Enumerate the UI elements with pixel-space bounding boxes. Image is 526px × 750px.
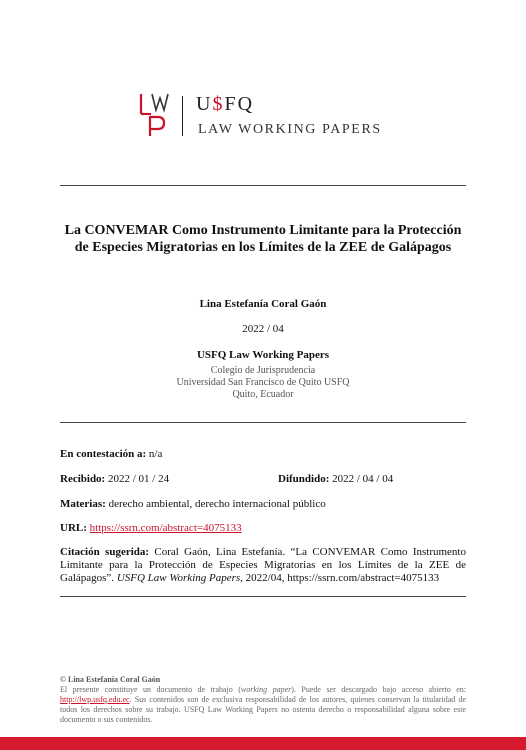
- series-name: USFQ Law Working Papers: [196, 349, 330, 361]
- accent-bar: [0, 737, 526, 750]
- suggested-citation: [60, 546, 466, 585]
- response-value: n/a: [148, 448, 163, 460]
- usfq-lwp-logo: [138, 92, 398, 142]
- response-label: En contestación a:: [60, 448, 147, 460]
- received-date: [60, 473, 169, 486]
- subjects: [60, 498, 326, 511]
- footer-text: ). Puede ser descargado bajo acceso abierto en:: [291, 685, 466, 694]
- affiliation-line: Colegio de Jurisprudencia: [210, 365, 316, 376]
- middle-rule: [60, 422, 466, 423]
- subjects-label: Materias:: [60, 498, 106, 510]
- citation-text: Coral Gaón, Lina Estefanía. “La CONVEMAR Como Instrumento Limitante para la Protección de Especies Migratorias en los Límites de la ZEE de Galápagos”.: [60, 546, 466, 584]
- paper-title: La CONVEMAR Como Instrumento Limitante para la Protección de Especies Migratorias en los Límites de la ZEE de Galápagos: [64, 223, 462, 255]
- lwp-monogram-icon: [138, 92, 172, 138]
- published-label: Difundido:: [278, 473, 330, 485]
- url-label: URL:: [60, 522, 87, 534]
- copyright-line: © Lina Estefanía Coral Gaón: [60, 675, 161, 684]
- footer-text: . Sus contenidos son de exclusiva responsabilidad de los autores, quienes conservan la titularidad de todos los derechos sobre su trabajo. USFQ Law Working Papers no ostenta derecho o responsabilidad alguna sobre este documento o sus contenidos.: [60, 695, 466, 724]
- citation-series: USFQ Law Working Papers,: [116, 572, 243, 584]
- paper-number: 2022 / 04: [242, 323, 284, 335]
- received-label: Recibido:: [60, 473, 106, 485]
- received-value: 2022 / 01 / 24: [107, 473, 170, 485]
- paper-url: [60, 522, 242, 535]
- published-date: [278, 473, 393, 486]
- author-name: Lina Estefanía Coral Gaón: [199, 298, 327, 310]
- ssrn-link[interactable]: https://ssrn.com/abstract=4075133: [89, 522, 242, 534]
- logo-series-name: LAW WORKING PAPERS: [198, 122, 382, 137]
- subjects-value: derecho ambiental, derecho internacional público: [108, 498, 326, 510]
- bottom-rule: [60, 596, 466, 597]
- affiliation-line: Quito, Ecuador: [232, 389, 294, 400]
- usfq-wordmark: U$FQ: [196, 93, 255, 115]
- affiliation-line: Universidad San Francisco de Quito USFQ: [176, 377, 350, 388]
- lwp-site-link[interactable]: http://lwp.usfq.edu.ec: [60, 695, 130, 704]
- citation-label: Citación sugerida:: [60, 546, 150, 558]
- copyright-notice: [60, 675, 466, 725]
- top-rule: [60, 185, 466, 186]
- citation-end: 2022/04, https://ssrn.com/abstract=4075133: [245, 572, 440, 584]
- footer-text: El presente constituye un documento de trabajo (: [60, 685, 241, 694]
- response-to: [60, 448, 162, 461]
- logo-separator: [182, 96, 183, 136]
- published-value: 2022 / 04 / 04: [332, 473, 394, 485]
- footer-italic: working paper: [240, 685, 292, 694]
